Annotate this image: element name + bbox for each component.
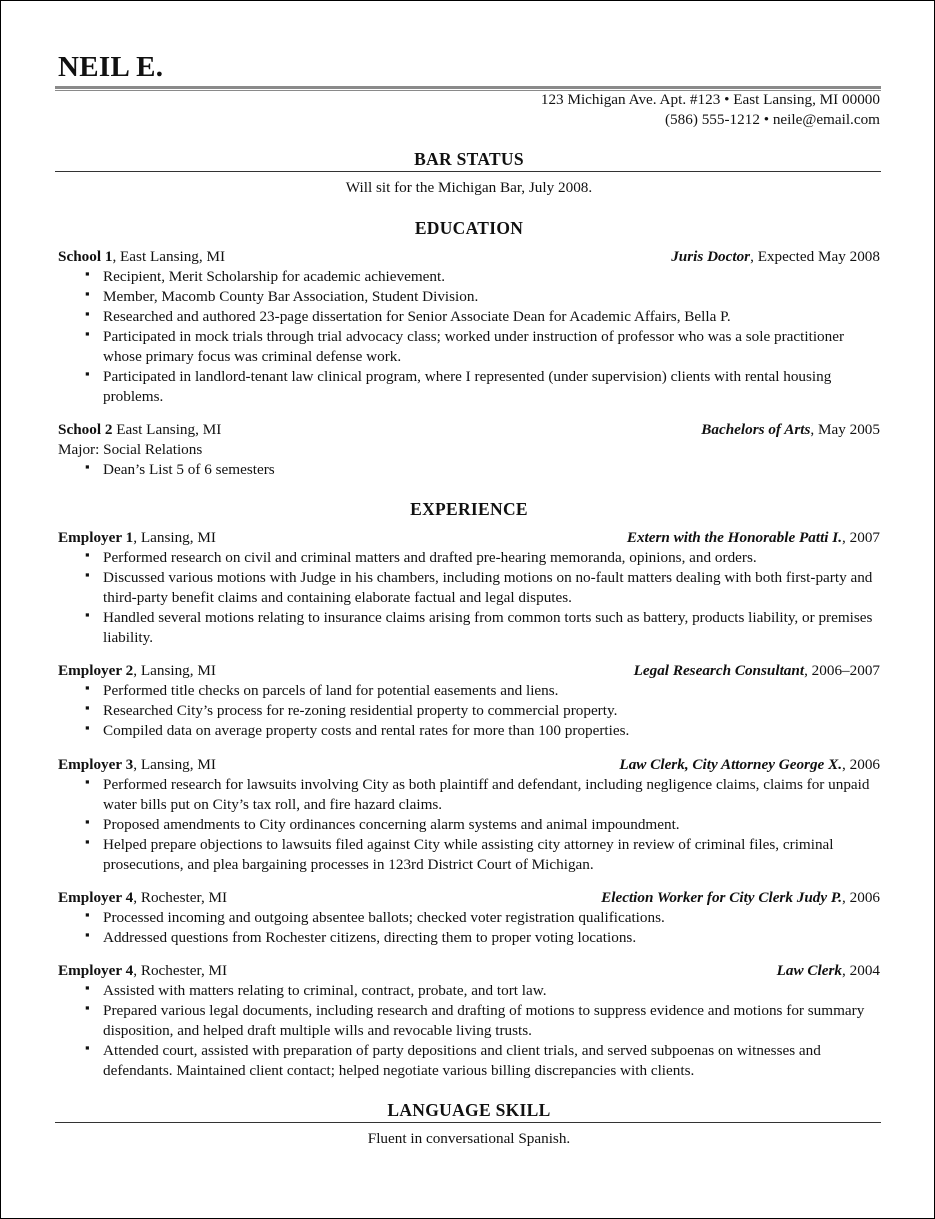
entry-role-date [777,961,880,981]
section-divider [55,171,881,172]
list-item: ▪ Processed incoming and outgoing absentee ballots; checked voter registration qualifications. [58,908,880,928]
language-text: Fluent in conversational Spanish. [367,1130,571,1147]
entry-location: , East Lansing, MI [112,248,226,265]
entry-org: School 2 [58,421,113,438]
list-item: ▪ Researched City’s process for re-zoning residential property to commercial property. [58,701,880,721]
bullet-list [58,548,880,648]
entry-date: , 2004 [842,962,880,979]
entry-org-location [58,755,216,775]
section-divider [55,1122,881,1123]
entry-org: Employer 3 [58,756,134,773]
entry-role: Extern with the Honorable Patti I. [626,529,843,546]
entry-role-date [619,755,880,775]
list-item: ▪ Participated in landlord-tenant law clinical program, where I represented (under supervision) clients with rental housing problems. [58,367,880,407]
list-item: ▪ Performed research for lawsuits involving City as both plaintiff and defendant, including negligence claims, claims for unpaid water bills put on City’s tax roll, and fire hazard claims. [58,775,880,815]
entry-date: , 2006 [842,889,880,906]
section-title-education: EDUCATION [414,218,524,238]
list-item: ▪ Addressed questions from Rochester citizens, directing them to proper voting locations. [58,928,880,948]
contact-block [541,90,880,130]
entry-header [58,755,880,775]
experience-entry [58,528,880,648]
list-item: ▪ Dean’s List 5 of 6 semesters [58,460,880,480]
entry-header [58,888,880,908]
entry-header [58,961,880,981]
experience-entry [58,661,880,741]
entry-date: , 2007 [842,529,880,546]
entry-date: , May 2005 [810,421,880,438]
entry-header [58,528,880,548]
entry-org-location [58,888,227,908]
section-title-bar-status: BAR STATUS [414,149,524,169]
experience-entry [58,888,880,948]
list-item: ▪ Helped prepare objections to lawsuits filed against City while assisting city attorney in review of criminal files, criminal prosecutions, and plea bargaining processes in 123rd District Court of Michigan. [58,835,880,875]
entry-org-location [58,961,227,981]
list-item: ▪ Researched and authored 23-page dissertation for Senior Associate Dean for Academic Affairs, Bella P. [58,307,880,327]
entry-role: Legal Research Consultant [633,662,805,679]
entry-org-location [58,247,225,267]
entry-degree-date [701,420,880,440]
bullet-list [58,460,880,480]
entry-org: Employer 4 [58,962,134,979]
entry-org-location [58,420,221,440]
entry-org: Employer 1 [58,529,134,546]
entry-role-date [634,661,880,681]
section-title-experience: EXPERIENCE [410,499,528,519]
entry-header [58,247,880,267]
list-item: ▪ Proposed amendments to City ordinances concerning alarm systems and animal impoundment. [58,815,880,835]
entry-role-date [601,888,880,908]
address-line: 123 Michigan Ave. Apt. #123 • East Lansing, MI 00000 [540,91,880,108]
list-item: ▪ Performed title checks on parcels of land for potential easements and liens. [58,681,880,701]
list-item: ▪ Performed research on civil and criminal matters and drafted pre-hearing memoranda, opinions, and orders. [58,548,880,568]
entry-org: Employer 4 [58,889,134,906]
entry-location: , Rochester, MI [133,889,228,906]
entry-location: , Rochester, MI [133,962,228,979]
list-item: ▪ Attended court, assisted with preparation of party depositions and client trials, and served subpoenas on witnesses and defendants. Maintained client contact; helped negotiate various billing discrepancies with clients. [58,1041,880,1081]
education-entry [58,420,880,480]
list-item: ▪ Handled several motions relating to insurance claims arising from common torts such as battery, products liability, or premises liability. [58,608,880,648]
entry-degree-date [671,247,880,267]
candidate-name: NEIL E. [58,51,164,83]
experience-entry [58,755,880,875]
list-item: ▪ Assisted with matters relating to criminal, contract, probate, and tort law. [58,981,880,1001]
bullet-list [58,981,880,1081]
education-entry [58,247,880,407]
entry-header [58,661,880,681]
list-item: ▪ Prepared various legal documents, including research and drafting of motions to suppress evidence and motions for summary disposition, and helped draft multiple wills and revocable living trusts. [58,1001,880,1041]
entry-org-location [58,661,216,681]
entry-degree: Juris Doctor [671,248,751,265]
section-title-language: LANGUAGE SKILL [387,1100,551,1120]
list-item: ▪ Member, Macomb County Bar Association, Student Division. [58,287,880,307]
entry-location: , Lansing, MI [133,529,216,546]
experience-entry [58,961,880,1081]
bullet-list [58,681,880,741]
phone-email-line: (586) 555-1212 • neile@email.com [665,111,880,128]
entry-org: School 1 [58,248,113,265]
list-item: ▪ Participated in mock trials through trial advocacy class; worked under instruction of professor who was a sole practitioner whose primary focus was criminal defense work. [58,327,880,367]
bullet-list [58,908,880,948]
entry-major: Major: Social Relations [58,441,203,458]
bullet-list [58,267,880,407]
bar-status-text: Will sit for the Michigan Bar, July 2008. [345,179,593,196]
entry-role-date [627,528,880,548]
entry-header [58,420,880,440]
entry-date: , 2006 [842,756,880,773]
entry-role: Election Worker for City Clerk Judy P. [601,889,843,906]
list-item: ▪ Compiled data on average property costs and rental rates for more than 100 properties. [58,721,880,741]
list-item: ▪ Discussed various motions with Judge in his chambers, including motions on no-fault matters dealing with both first-party and third-party benefit claims and containing elaborate factual and legal disputes. [58,568,880,608]
entry-degree: Bachelors of Arts [701,421,811,438]
entry-location: , Lansing, MI [133,756,216,773]
entry-role: Law Clerk, City Attorney George X. [619,756,843,773]
entry-date: , 2006–2007 [804,662,880,679]
entry-org: Employer 2 [58,662,134,679]
list-item: ▪ Recipient, Merit Scholarship for academic achievement. [58,267,880,287]
entry-date: , Expected May 2008 [750,248,880,265]
bullet-list [58,775,880,875]
entry-location: , Lansing, MI [133,662,216,679]
entry-location: East Lansing, MI [112,421,222,438]
entry-org-location [58,528,216,548]
entry-role: Law Clerk [776,962,843,979]
